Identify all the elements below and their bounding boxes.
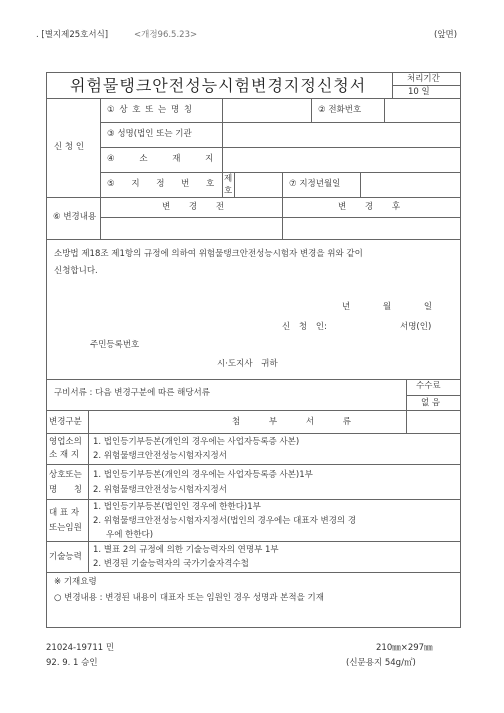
row-3-type-2: 또는임원 [49,523,82,533]
fee-value: 없 음 [421,398,441,408]
instructions-title: ※ 기재요령 [54,577,97,587]
processing-period-label: 처리기간 [407,74,440,84]
row-1-type: 영업소의 [49,437,82,447]
change-after-header: 변 경 후 [338,202,401,212]
page-title: 위험물탱크안전성능시험변경지정신청서 [70,76,367,95]
row-3-type: 대 표 자 [49,508,80,518]
instructions-item: ○ 변경내용 : 변경된 내용이 대표자 또는 임원인 경우 성명과 본적을 기재 [54,593,324,603]
change-before-field[interactable] [101,218,281,238]
page-side-label: (앞면) [434,30,458,40]
change-before-header: 변 경 전 [162,202,225,212]
change-after-field[interactable] [283,218,459,238]
row-2-type: 상호또는 [49,470,82,480]
row-1-doc-1: 1. 법인등기부등본(개인의 경우에는 사업자등록증 사본) [93,437,300,447]
signature-seal-label: 서명(인) [400,322,432,332]
address-field[interactable] [223,148,459,171]
fee-label: 수수료 [416,381,441,391]
designation-number-suffix: 제 호 [224,174,233,196]
statement-line-1: 소방법 제18조 제1항의 규정에 의하여 위험물탱크안전성능시험자 변경을 위와 같이 [54,249,363,259]
processing-period-value: 10 일 [408,87,430,97]
footer-approval: 92. 9. 1 승인 [46,658,98,668]
phone-field[interactable] [385,99,459,121]
row-3-doc-2: 2. 위험물탱크안전성능시험자지정서(법인의 경우에는 대표자 변경의 경 [93,516,357,526]
applicant-label: 신 청 인 [54,142,85,152]
designation-date-label: ⑦ 지정년월일 [289,179,341,189]
row-3-doc-3: 우에 한한다) [106,530,154,540]
application-date: 년 월 일 [342,302,433,312]
footer-paper-size: 210㎜×297㎜ [376,643,433,653]
trade-name-label: ① 상 호 또 는 명 칭 [107,105,194,115]
row-4-doc-2: 2. 변경된 기술능력자의 국가기술자격수첩 [93,559,249,569]
phone-label: ② 전화번호 [318,105,362,115]
row-4-doc-1: 1. 별표 2의 규정에 의한 기술능력자의 연명부 1부 [93,545,279,555]
row-3-doc-1: 1. 법인등기부등본(법인인 경우에 한한다)1부 [93,502,261,512]
footer-paper-type: (신문용지 54g/㎡) [346,658,416,668]
statement-line-2: 신청합니다. [54,266,98,276]
required-documents-label: 구비서류 : 다음 변경구분에 따른 해당서류 [54,388,210,398]
trade-name-field[interactable] [223,99,310,121]
representative-name-label: ③ 성명(법인 또는 기관 [107,129,192,139]
footer-code: 21024-19711 민 [46,643,115,653]
designation-date-field[interactable] [361,173,459,196]
revision-date: <개정96.5.23> [134,30,198,40]
row-2-doc-1: 1. 법인등기부등본(개인의 경우에는 사업자등록증 사본)1부 [93,470,313,480]
change-type-header: 변경구분 [49,417,82,427]
address-label: ④ 소 재 지 [107,154,214,164]
attachment-header: 첨 부 서 류 [232,417,351,427]
form-number: . [별지제25호서식] [36,30,109,40]
row-2-doc-2: 2. 위험물탱크안전성능시험자지정서 [93,485,227,495]
recipient-label: 시·도지사 귀하 [217,359,278,369]
row-2-type-2: 명 칭 [49,485,83,495]
change-contents-label: ⑥ 변경내용 [53,212,97,222]
row-4-type: 기술능력 [49,552,82,562]
representative-name-field[interactable] [223,123,459,146]
applicant-signature-label: 신 청 인: [282,322,327,332]
row-1-type-2: 소 재 지 [49,450,80,460]
resident-number-label: 주민등록번호 [90,340,140,350]
designation-number-label: ⑤ 지 정 번 호 [107,179,215,189]
row-1-doc-2: 2. 위험물탱크안전성능시험자지정서 [93,451,227,461]
